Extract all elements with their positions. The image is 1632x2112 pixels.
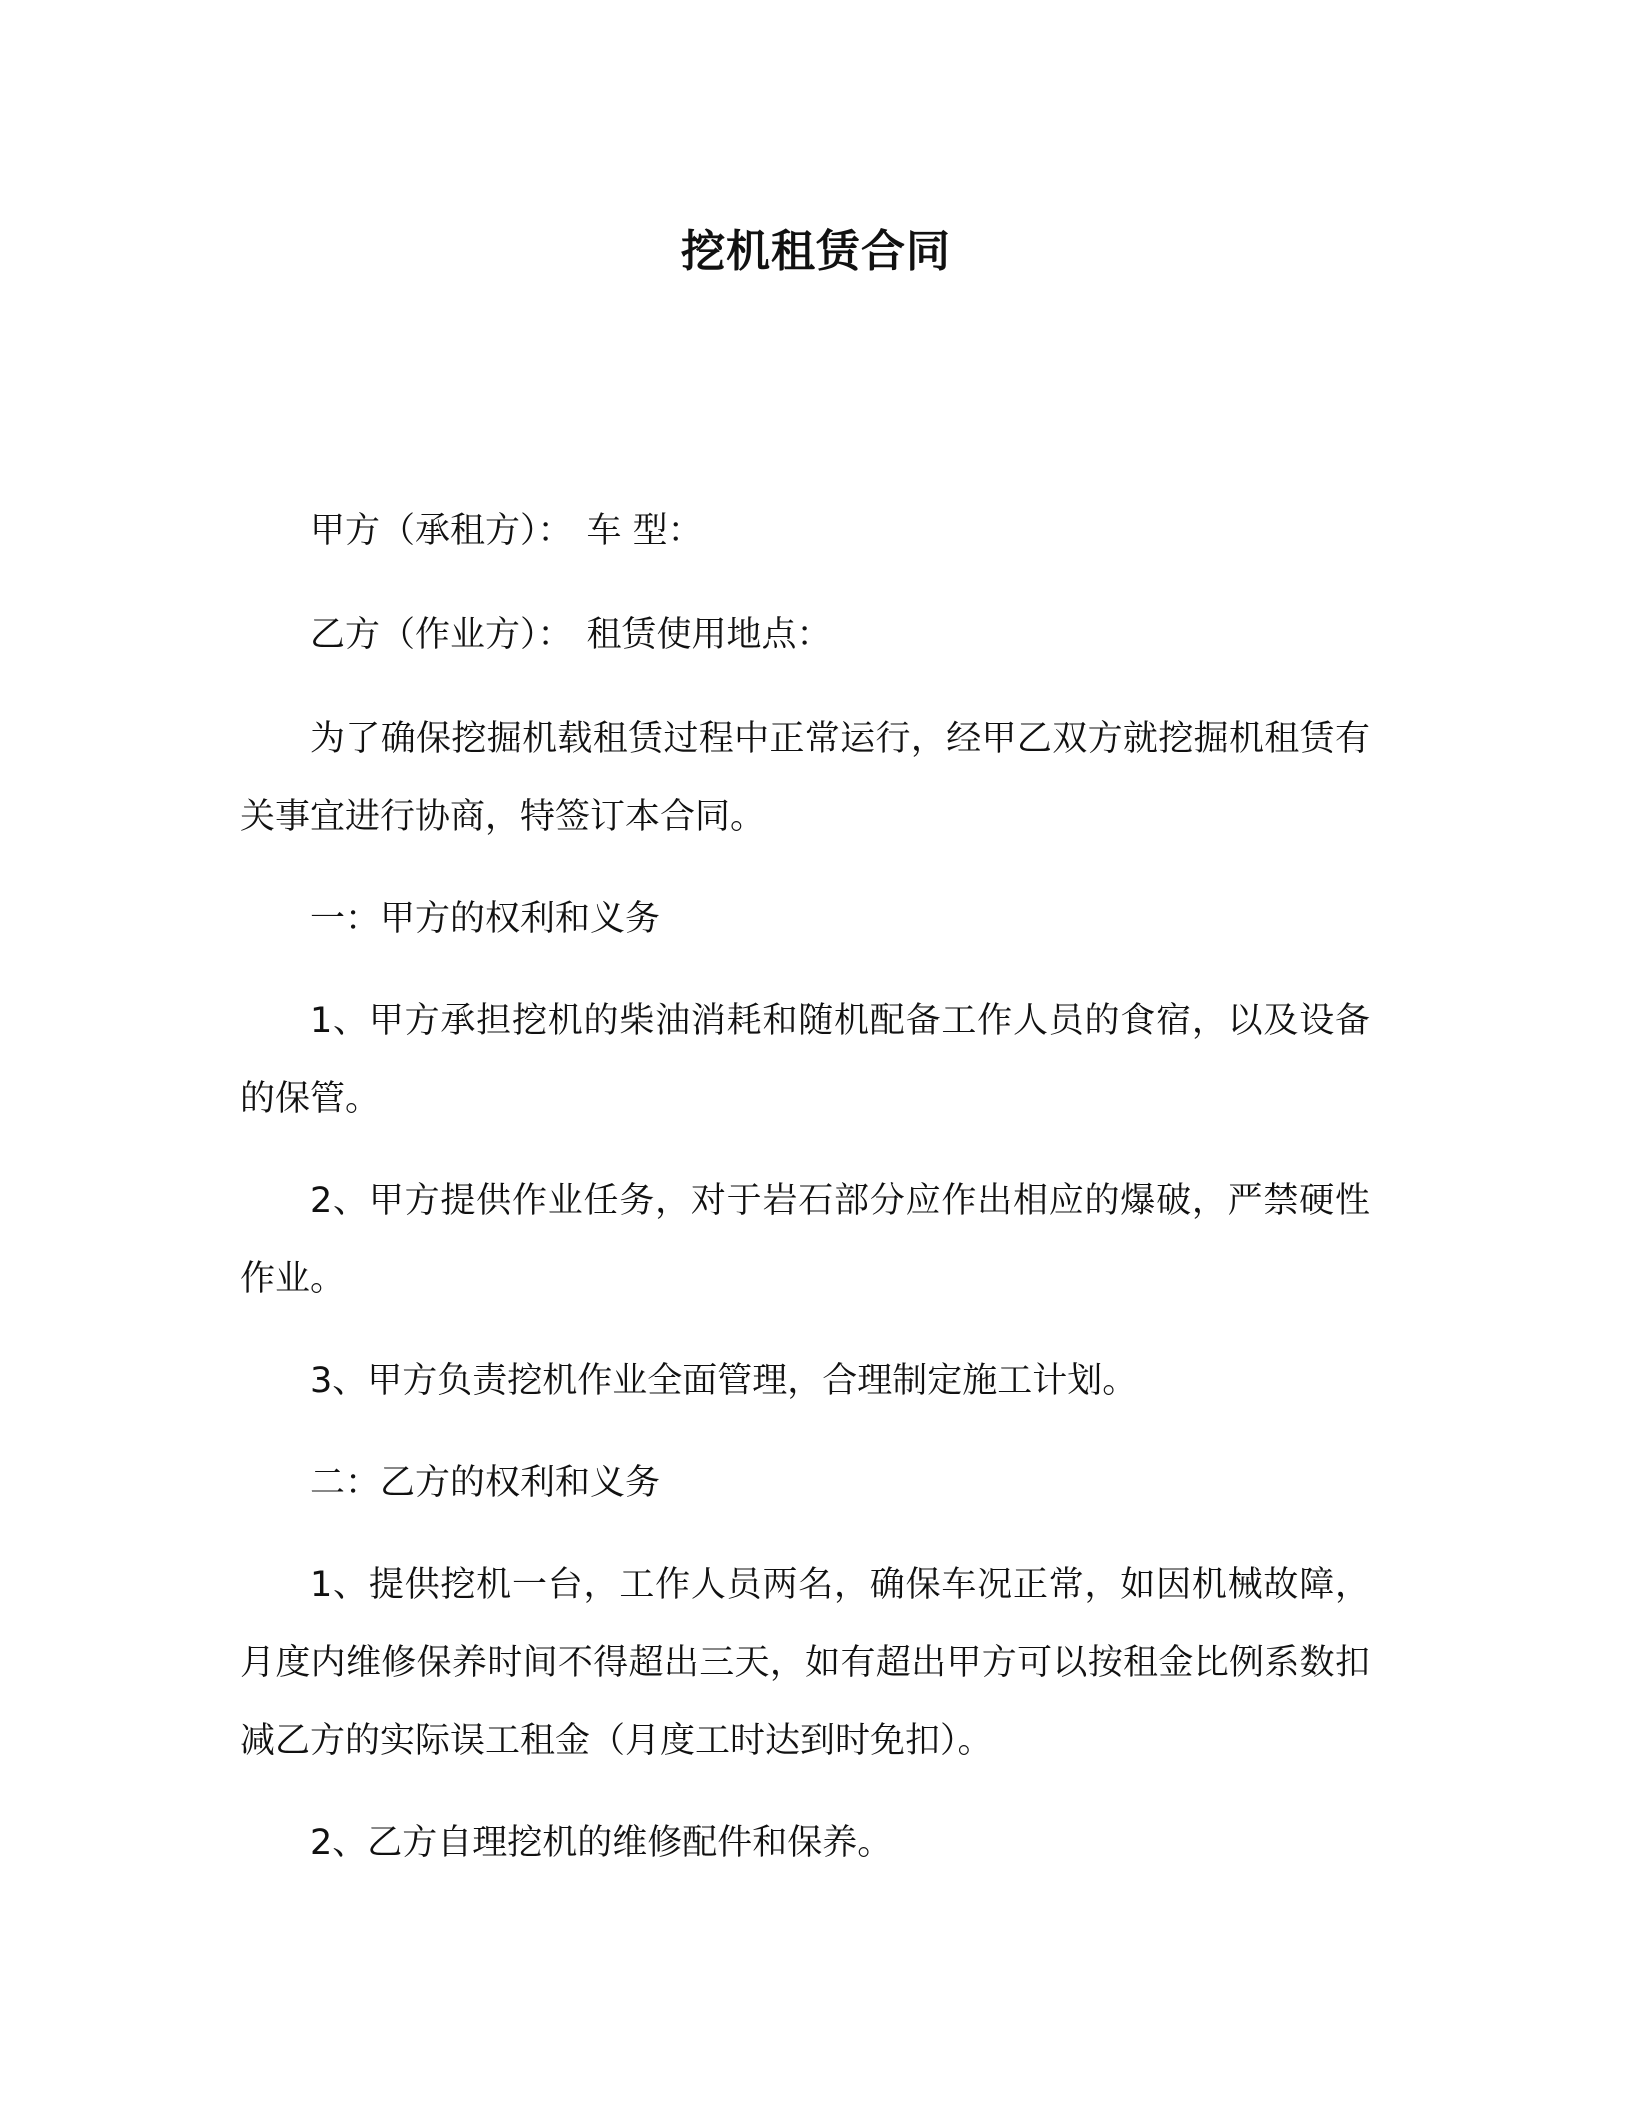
party-a-label: 甲方（承租方）： [310, 511, 573, 551]
clause-paragraph: 1、甲方承担挖机的柴油消耗和随机配备工作人员的食宿，以及设备的保管。 [240, 1001, 1370, 1119]
section-heading: 二：乙方的权利和义务 [310, 1463, 661, 1503]
vehicle-model-label: 车 型： [586, 511, 703, 551]
intro-paragraph: 为了确保挖掘机载租赁过程中正常运行，经甲乙双方就挖掘机租赁有关事宜进行协商，特签订本合同。 [240, 719, 1370, 837]
document-body [240, 492, 1370, 1906]
document-title: 挖机租赁合同 [681, 226, 951, 277]
clause-paragraph: 1、提供挖机一台，工作人员两名，确保车况正常，如因机械故障，月度内维修保养时间不得超出三天，如有超出甲方可以按租金比例系数扣减乙方的实际误工租金（月度工时达到时免扣）。 [240, 1565, 1370, 1761]
party-b-line [240, 596, 1370, 674]
clause-paragraph: 2、甲方提供作业任务，对于岩石部分应作出相应的爆破，严禁硬性作业。 [240, 1181, 1370, 1299]
section-heading: 一：甲方的权利和义务 [310, 899, 661, 939]
usage-location-label: 租赁使用地点： [586, 615, 832, 655]
party-a-line [240, 492, 1370, 570]
party-b-label: 乙方（作业方）： [310, 615, 573, 655]
clause-paragraph: 2、乙方自理挖机的维修配件和保养。 [310, 1823, 893, 1863]
clause-paragraph: 3、甲方负责挖机作业全面管理，合理制定施工计划。 [310, 1361, 1138, 1401]
